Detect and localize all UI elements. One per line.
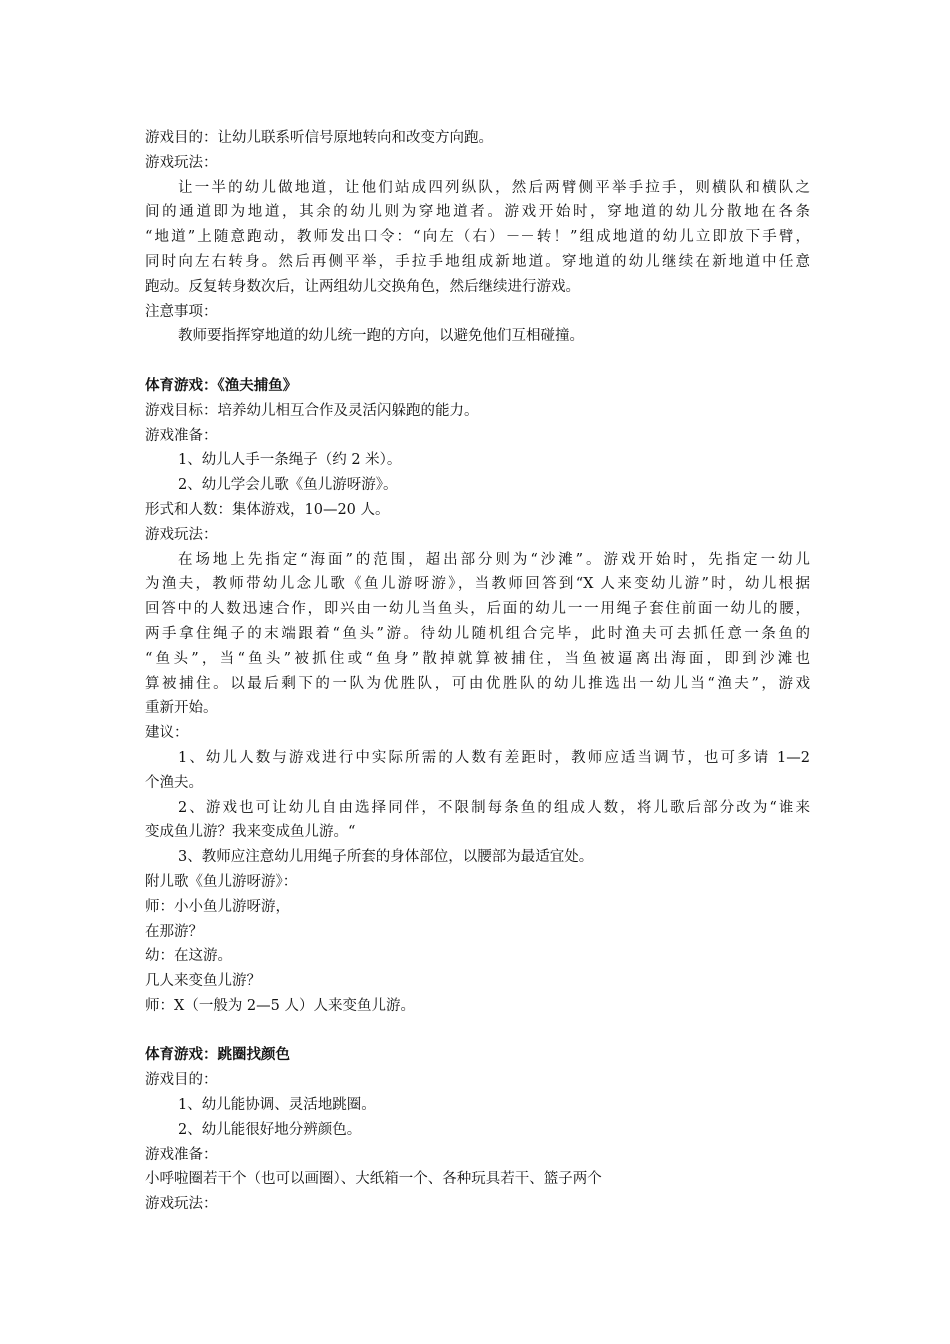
play-paragraph-line: 两手拿住绳子的末端跟着“鱼头”游。待幼儿随机组合完毕，此时渔夫可去抓任意一条鱼的 xyxy=(145,625,810,642)
advice-line: 变成鱼儿游？我来变成鱼儿游。“ xyxy=(145,824,356,841)
play-label: 游戏玩法： xyxy=(145,154,218,171)
advice-line: 1、幼儿人数与游戏进行中实际所需的人数有差距时，教师应适当调节，也可多请 1—2 xyxy=(178,749,810,766)
notes-label: 注意事项： xyxy=(145,303,218,320)
blank-line xyxy=(145,1019,810,1044)
play-label: 游戏玩法： xyxy=(145,1196,218,1213)
advice-line: 3、教师应注意幼儿用绳子所套的身体部位，以腰部为最适宜处。 xyxy=(178,849,594,866)
blank-line xyxy=(145,349,810,374)
prep-label: 游戏准备： xyxy=(145,1146,218,1163)
song-line: 师：小小鱼儿游呀游， xyxy=(145,898,290,915)
prep-label: 游戏准备： xyxy=(145,427,218,444)
advice-line: 2、游戏也可让幼儿自由选择同伴，不限制每条鱼的组成人数，将儿歌后部分改为“谁来 xyxy=(178,799,810,816)
game-goal-line: 游戏目标：培养幼儿相互合作及灵活闪躲跑的能力。 xyxy=(145,402,479,419)
notes-line: 教师要指挥穿地道的幼儿统一跑的方向，以避免他们互相碰撞。 xyxy=(178,328,584,345)
play-paragraph-line: 跑动。反复转身数次后，让两组幼儿交换角色，然后继续进行游戏。 xyxy=(145,278,580,295)
game-goal-line: 游戏目的：让幼儿联系听信号原地转向和改变方向跑。 xyxy=(145,130,493,146)
advice-line: 个渔夫。 xyxy=(145,774,203,791)
song-line: 在那游？ xyxy=(145,923,203,940)
song-label: 附儿歌《鱼儿游呀游》： xyxy=(145,873,298,890)
goal-label: 游戏目的： xyxy=(145,1072,218,1089)
play-paragraph-line: 间的通道即为地道，其余的幼儿则为穿地道者。游戏开始时，穿地道的幼儿分散地在各条 xyxy=(145,204,810,221)
play-paragraph-line: 在场地上先指定“海面”的范围，超出部分则为“沙滩”。游戏开始时，先指定一幼儿 xyxy=(178,551,810,568)
play-paragraph-line: 让一半的幼儿做地道，让他们站成四列纵队，然后两臂侧平举手拉手，则横队和横队之 xyxy=(178,179,810,196)
document-page xyxy=(145,126,810,1217)
song-line: 师：X（一般为 2—5 人）人来变鱼儿游。 xyxy=(145,997,415,1014)
prep-line: 小呼啦圈若干个（也可以画圈）、大纸箱一个、各种玩具若干、篮子两个 xyxy=(145,1171,602,1188)
play-paragraph-line: 回答中的人数迅速合作，即兴由一幼儿当鱼头，后面的幼儿一一用绳子套住前面一幼儿的腰， xyxy=(145,601,810,618)
play-paragraph-line: 同时向左右转身。然后再侧平举，手拉手地组成新地道。穿地道的幼儿继续在新地道中任意 xyxy=(145,253,810,270)
prep-item: 1、幼儿人手一条绳子（约 2 米）。 xyxy=(178,452,402,469)
advice-label: 建议： xyxy=(145,725,189,742)
section-heading: 体育游戏：《渔夫捕鱼》 xyxy=(145,376,298,394)
goal-item: 2、幼儿能很好地分辨颜色。 xyxy=(178,1121,362,1138)
play-label: 游戏玩法： xyxy=(145,526,218,543)
play-paragraph-line: “地道”上随意跑动，教师发出口令：“向左（右）－－转！”组成地道的幼儿立即放下手臂， xyxy=(145,229,810,246)
play-paragraph-line: 为渔夫，教师带幼儿念儿歌《鱼儿游呀游》，当教师回答到“X 人来变幼儿游”时，幼儿根据 xyxy=(145,576,810,593)
section-heading: 体育游戏：跳圈找颜色 xyxy=(145,1046,290,1064)
play-paragraph-line: 重新开始。 xyxy=(145,700,218,717)
form-line: 形式和人数：集体游戏，10—20 人。 xyxy=(145,501,390,518)
song-line: 几人来变鱼儿游？ xyxy=(145,973,261,990)
prep-item: 2、幼儿学会儿歌《鱼儿游呀游》。 xyxy=(178,477,398,494)
play-paragraph-line: “鱼头”，当“鱼头”被抓住或“鱼身”散掉就算被捕住，当鱼被逼离出海面，即到沙滩也 xyxy=(145,650,810,667)
goal-item: 1、幼儿能协调、灵活地跳圈。 xyxy=(178,1097,376,1114)
song-line: 幼：在这游。 xyxy=(145,948,232,965)
play-paragraph-line: 算被捕住。以最后剩下的一队为优胜队，可由优胜队的幼儿推选出一幼儿当“渔夫”，游戏 xyxy=(145,675,810,692)
